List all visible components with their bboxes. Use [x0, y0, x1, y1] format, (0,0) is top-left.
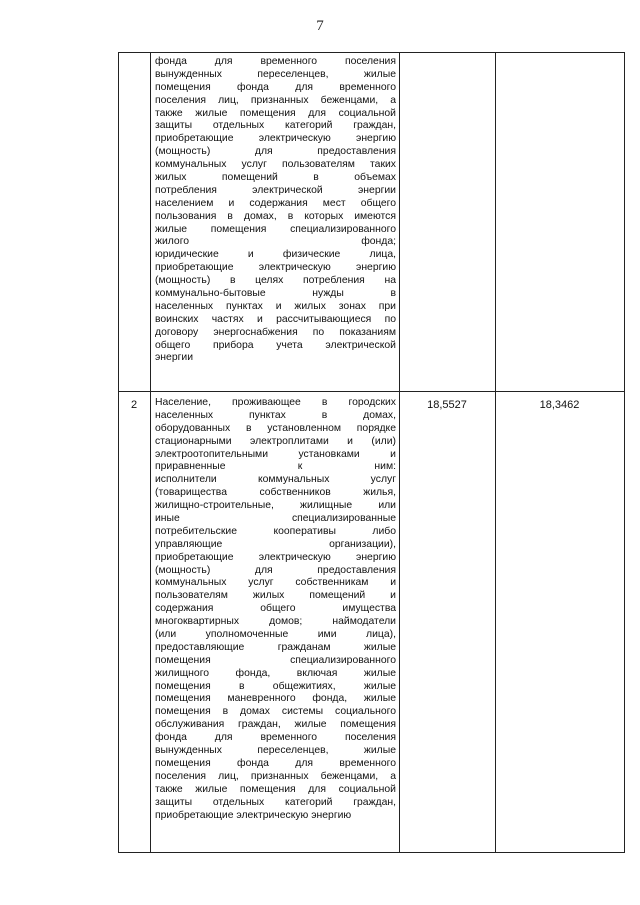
text-line: управляющие организации), — [155, 538, 396, 550]
text-line: помещения фонда для временного — [155, 81, 396, 93]
row-index: 2 — [130, 399, 138, 411]
text-line: приобретающие электрическую энергию — [155, 551, 396, 563]
text-line: стационарными электроплитами и (или) — [155, 435, 396, 447]
text-line: пользования в домах, в которых имеются — [155, 210, 396, 222]
text-line: приравненные к ним: — [155, 461, 396, 473]
text-line: потребительские кооперативы либо — [155, 525, 396, 537]
text-line: приобретающие электрическую энергию — [155, 262, 396, 274]
text-line: населенных пунктах и жилых зонах при — [155, 300, 396, 312]
text-line: содержания общего имущества — [155, 603, 396, 615]
text-line: вынужденных переселенцев, жилые — [155, 68, 396, 80]
text-line: исполнители коммунальных услуг — [155, 474, 396, 486]
text-line: также жилые помещения для социальной — [155, 107, 396, 119]
text-line: (мощность) для предоставления — [155, 564, 396, 576]
table-border-top — [118, 52, 625, 53]
text-line: жилые помещения специализированного — [155, 223, 396, 235]
text-line: помещения фонда для временного — [155, 757, 396, 769]
text-line: (или уполномоченные ими лица), — [155, 629, 396, 641]
table-border-left — [118, 52, 119, 853]
text-line: Население, проживающее в городских — [155, 397, 396, 408]
text-line: фонда для временного поселения — [155, 56, 396, 67]
text-line: коммунальных услуг пользователям таких — [155, 159, 396, 171]
text-line: оборудованных в установленном порядке — [155, 422, 396, 434]
text-line: (мощность) для предоставления — [155, 146, 396, 158]
column-divider-1 — [150, 52, 151, 853]
column-divider-2 — [399, 52, 400, 853]
text-line: помещения специализированного — [155, 654, 396, 666]
tariff-value-1: 18,5527 — [427, 399, 467, 411]
text-line: помещения маневренного фонда, жилые — [155, 693, 396, 705]
text-line: обслуживания граждан, жилые помещения — [155, 719, 396, 731]
text-line: приобретающие электрическую энергию — [155, 133, 396, 145]
text-line: жилого фонда; — [155, 236, 396, 248]
text-line: населением и содержания мест общего — [155, 197, 396, 209]
text-line: населенных пунктах в домах, — [155, 409, 396, 421]
text-line: воинских частях и рассчитывающиеся по — [155, 313, 396, 325]
text-line: энергии — [155, 352, 193, 364]
text-line: поселения лиц, признанных беженцами, а — [155, 94, 396, 106]
text-line: жилищного фонда, включая жилые — [155, 667, 396, 679]
text-line: также жилые помещения для социальной — [155, 783, 396, 795]
text-line: защиты отдельных категорий граждан, — [155, 120, 396, 132]
table-border-bottom — [118, 852, 625, 853]
text-line: приобретающие электрическую энергию — [155, 809, 352, 821]
text-line: (товарищества собственников жилья, — [155, 487, 396, 499]
text-line: иные специализированные — [155, 513, 396, 525]
row-description — [155, 56, 396, 365]
text-line: жилищно-строительные, жилищные или — [155, 500, 396, 512]
text-line: помещения в общежитиях, жилые — [155, 680, 396, 692]
text-line: поселения лиц, признанных беженцами, а — [155, 770, 396, 782]
text-line: потребления электрической энергии — [155, 184, 396, 196]
tariff-value-2: 18,3462 — [539, 399, 580, 411]
table-border-right — [624, 52, 625, 853]
column-divider-3 — [495, 52, 496, 853]
text-line: электроотопительными установками и — [155, 448, 396, 460]
text-line: коммунально-бытовые нужды в — [155, 288, 396, 300]
text-line: общего прибора учета электрической — [155, 339, 396, 351]
tariff-table — [118, 52, 625, 853]
text-line: (мощность) в целях потребления на — [155, 275, 396, 287]
text-line: договору энергоснабжения по показаниям — [155, 326, 396, 338]
row-divider — [118, 391, 625, 392]
text-line: вынужденных переселенцев, жилые — [155, 745, 396, 757]
text-line: коммунальных услуг собственникам и — [155, 577, 396, 589]
page-number: 7 — [316, 18, 324, 34]
row-description — [155, 397, 396, 822]
text-line: многоквартирных домов; наймодатели — [155, 616, 396, 628]
text-line: предоставляющие гражданам жилые — [155, 641, 396, 653]
text-line: фонда для временного поселения — [155, 732, 396, 744]
text-line: помещения в домах системы социального — [155, 706, 396, 718]
text-line: жилых помещений в объемах — [155, 172, 396, 184]
text-line: защиты отдельных категорий граждан, — [155, 796, 396, 808]
text-line: пользователям жилых помещений и — [155, 590, 396, 602]
text-line: юридические и физические лица, — [155, 249, 396, 261]
